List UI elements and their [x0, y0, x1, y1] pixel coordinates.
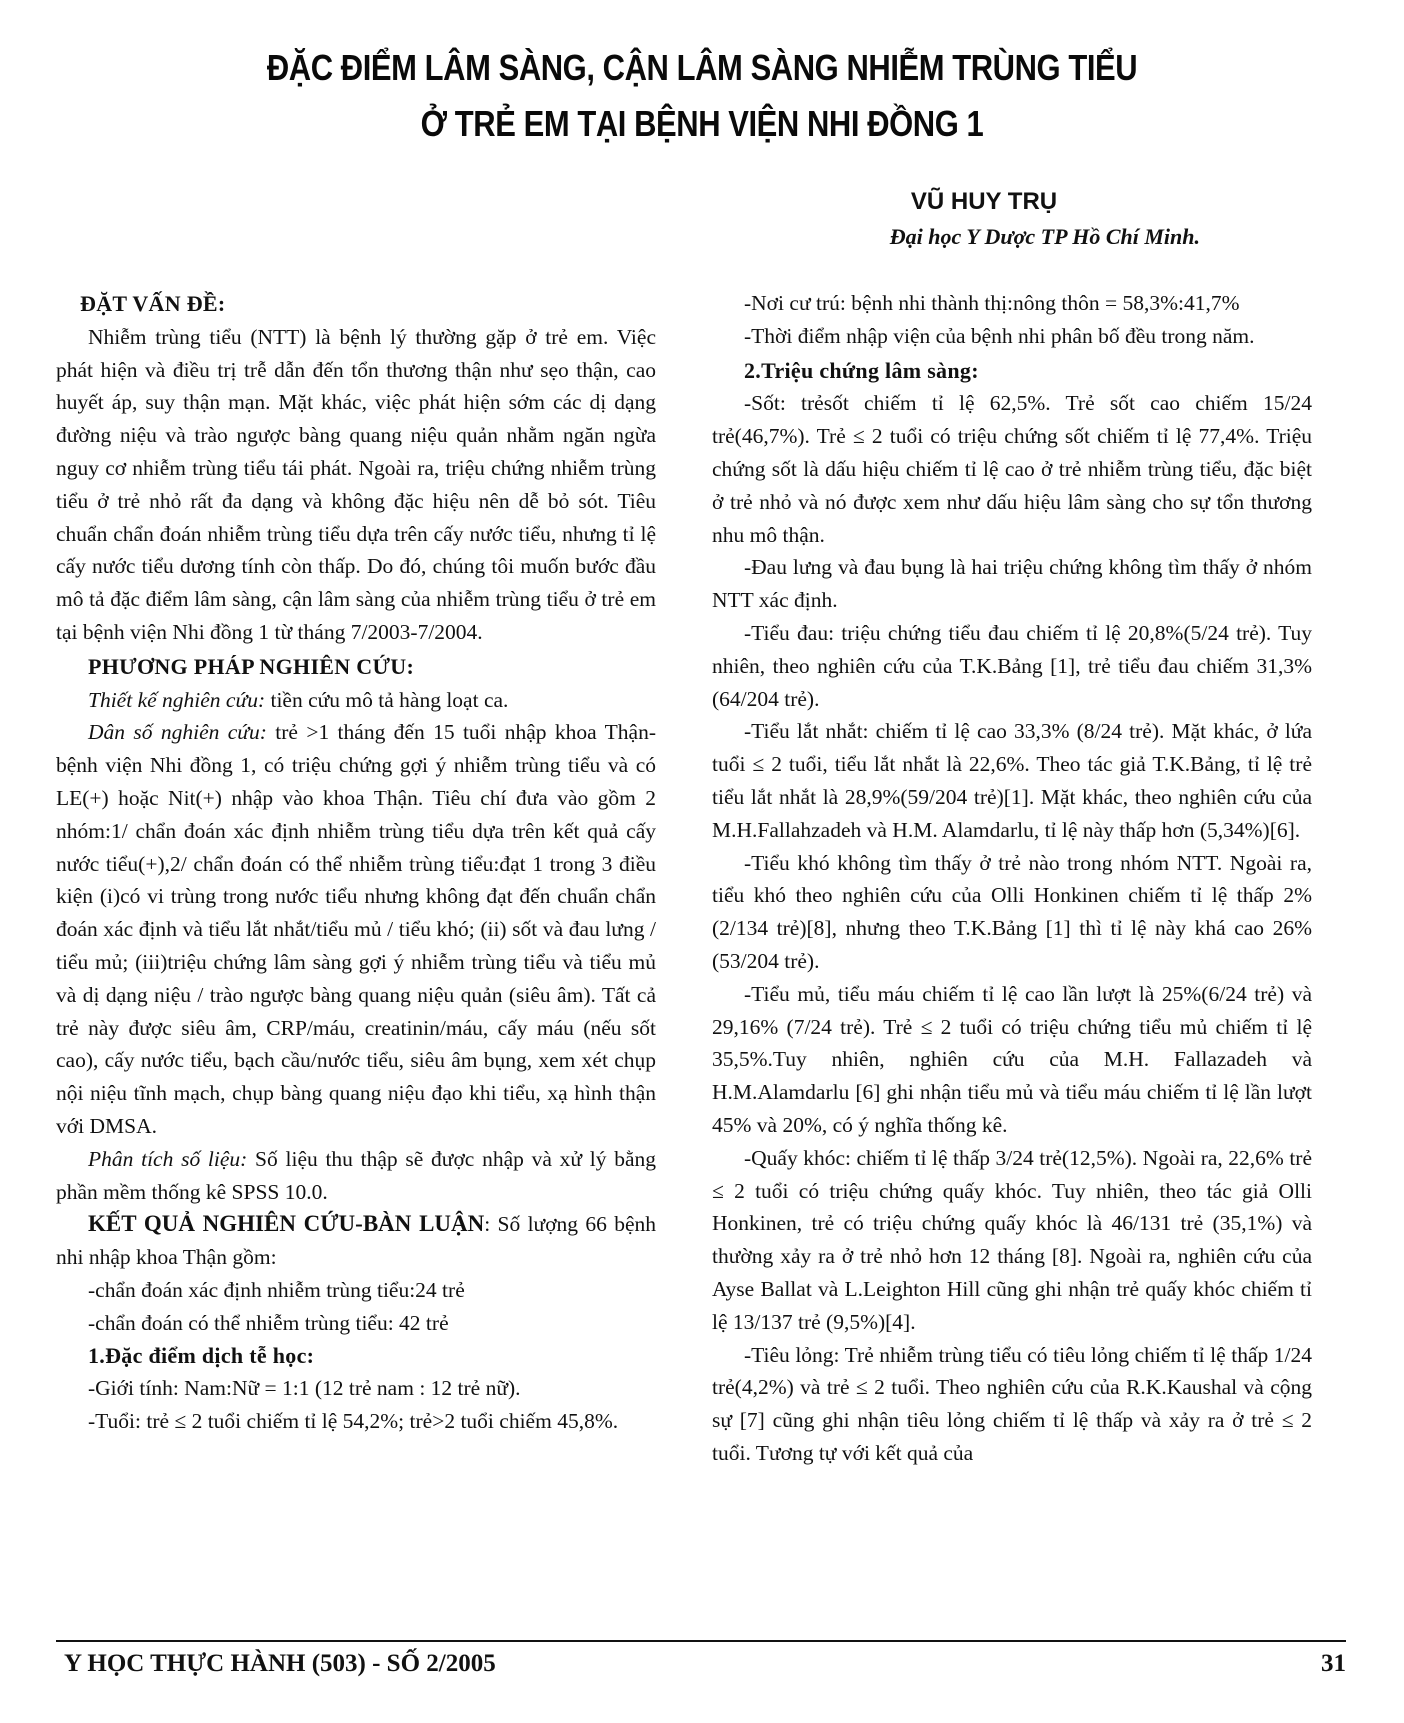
paragraph-tieu-long: -Tiêu lỏng: Trẻ nhiễm trùng tiểu có tiêu lỏng chiếm tỉ lệ thấp 1/24 trẻ(4,2%) và trẻ ≤ 2 tuổi. Theo nghiên cứu của R.K.Kaushal và cộng sự [7] cũng ghi nhận tiêu lỏng chiếm tỉ lệ thấp và xảy ra ở trẻ ≤ 2 tuổi. Tương tự với kết quả của [712, 1342, 1312, 1465]
paragraph-dau-lung: -Đau lưng và đau bụng là hai triệu chứng không tìm thấy ở nhóm NTT xác định. [712, 555, 1312, 613]
author-affiliation: Đại học Y Dược TP Hồ Chí Minh. [889, 224, 1200, 249]
title-line-2: Ở TRẺ EM TẠI BỆNH VIỆN NHI ĐỒNG 1 [420, 103, 984, 144]
label-thiet-ke: Thiết kế nghiên cứu: [88, 687, 266, 712]
paragraph-sot: -Sốt: trẻsốt chiếm tỉ lệ 62,5%. Trẻ sốt cao chiếm 15/24 trẻ(46,7%). Trẻ ≤ 2 tuổi có triệu chứng sốt chiếm tỉ lệ 77,4%. Triệu chứng sốt là dấu hiệu chiếm tỉ lệ cao ở trẻ nhiễm trùng tiểu, đặc biệt ở trẻ nhỏ và nó được xem như dấu hiệu lâm sàng cho sự tổn thương nhu mô thận. [712, 391, 1312, 547]
right-column [712, 287, 1312, 1470]
paragraph-ket-qua [56, 1208, 656, 1274]
heading-dich-te: 1.Đặc điểm dịch tễ học: [88, 1342, 315, 1368]
paragraph-intro: Nhiễm trùng tiểu (NTT) là bệnh lý thường gặp ở trẻ em. Việc phát hiện và điều trị trễ dẫn đến tổn thương thận như sẹo thận, cao huyết áp, suy thận mạn. Mặt khác, việc phát hiện sớm các dị dạng đường niệu và trào ngược bàng quang niệu quản nhằm ngăn ngừa nguy cơ nhiễm trùng tiểu tái phát. Ngoài ra, triệu chứng nhiễm trùng tiểu ở trẻ nhỏ rất đa dạng và không đặc hiệu nên dễ bỏ sót. Tiêu chuẩn chẩn đoán nhiễm trùng tiểu dựa trên cấy nước tiểu, nhưng tỉ lệ cấy nước tiểu dương tính còn thấp. Do đó, chúng tôi muốn bước đầu mô tả đặc điểm lâm sàng, cận lâm sàng của nhiễm trùng tiểu ở trẻ em tại bệnh viện Nhi đồng 1 từ tháng 7/2003-7/2004. [56, 324, 656, 644]
paragraph-phan-tich [56, 1143, 656, 1209]
article-title [201, 40, 1202, 152]
label-dan-so: Dân số nghiên cứu: [88, 720, 267, 745]
paragraph-tieu-dau: -Tiểu đau: triệu chứng tiểu đau chiếm tỉ lệ 20,8%(5/24 trẻ). Tuy nhiên, theo nghiên cứu của T.K.Bảng [1], trẻ tiểu đau chiếm 31,3% (64/204 trẻ). [712, 620, 1312, 711]
paragraph-tieu-mu: -Tiểu mủ, tiểu máu chiếm tỉ lệ cao lần lượt là 25%(6/24 trẻ) và 29,16% (7/24 trẻ). Trẻ ≤ 2 tuổi có triệu chứng tiểu mủ chiếm tỉ lệ 35,5%.Tuy nhiên, nghiên cứu của M.H. Fallazadeh và H.M.Alamdarlu [6] ghi nhận tiểu mủ và tiểu máu chiếm tỉ lệ lần lượt 45% và 20%, có ý nghĩa thống kê. [712, 981, 1312, 1137]
page-number: 31 [1321, 1650, 1346, 1677]
footer-rule [56, 1640, 1346, 1642]
heading-ket-qua: KẾT QUẢ NGHIÊN CỨU-BÀN LUẬN [88, 1211, 485, 1237]
paragraph-tieu-kho: -Tiểu khó không tìm thấy ở trẻ nào trong nhóm NTT. Ngoài ra, tiểu khó theo nghiên cứu của Olli Honkinen chiếm tỉ lệ thấp 2%(2/134 trẻ)[8], nhưng theo T.K.Bảng [1] thì tỉ lệ này khá cao 26%(53/204 trẻ). [712, 850, 1312, 973]
text-thiet-ke: tiền cứu mô tả hàng loạt ca. [265, 687, 509, 712]
journal-name: Y HỌC THỰC HÀNH (503) - SỐ 2/2005 [64, 1650, 496, 1677]
bullet-tuoi: -Tuổi: trẻ ≤ 2 tuổi chiếm tỉ lệ 54,2%; trẻ>2 tuổi chiếm 45,8%. [88, 1409, 619, 1434]
bullet-xac-dinh: -chẩn đoán xác định nhiễm trùng tiểu:24 trẻ [88, 1277, 465, 1302]
bullet-co-the: -chẩn đoán có thể nhiễm trùng tiểu: 42 trẻ [88, 1310, 449, 1335]
paragraph-dan-so [56, 716, 656, 1142]
bullet-gioi-tinh: -Giới tính: Nam:Nữ = 1:1 (12 trẻ nam : 12 trẻ nữ). [88, 1376, 521, 1401]
paragraph-tieu-lat-nhat: -Tiểu lắt nhắt: chiếm tỉ lệ cao 33,3% (8/24 trẻ). Mặt khác, ở lứa tuổi ≤ 2 tuổi, tiểu lắt nhắt là 22,6%. Theo tác giả T.K.Bảng, tỉ lệ trẻ tiểu lắt nhắt là 28,9%(59/204 trẻ)[1]. Mặt khác, theo nghiên cứu của M.H.Fallahzadeh và H.M. Alamdarlu, tỉ lệ này thấp hơn (5,34%)[6]. [712, 719, 1312, 842]
heading-dat-van-de: ĐẶT VẤN ĐỀ: [80, 291, 226, 316]
title-line-1: ĐẶC ĐIỂM LÂM SÀNG, CẬN LÂM SÀNG NHIỄM TRÙNG TIỂU [266, 47, 1138, 88]
paragraph-quay-khoc: -Quấy khóc: chiếm tỉ lệ thấp 3/24 trẻ(12,5%). Ngoài ra, 22,6% trẻ ≤ 2 tuổi có triệu chứng quấy khóc. Tuy nhiên, theo tác giả Olli Honkinen, trẻ có triệu chứng quấy khóc là 46/131 trẻ (35,1%) và thường xảy ra ở trẻ nhỏ hơn 12 tháng [8]. Ngoài ra, nghiên cứu của Ayse Ballat và L.Leighton Hill cũng ghi nhận trẻ quấy khóc chiếm tỉ lệ 13/137 trẻ (9,5%)[4]. [712, 1145, 1312, 1334]
bullet-noi-cu-tru: -Nơi cư trú: bệnh nhi thành thị:nông thôn = 58,3%:41,7% [744, 291, 1240, 315]
left-column [56, 288, 656, 1438]
text-dan-so: trẻ >1 tháng đến 15 tuổi nhập khoa Thận-bệnh viện Nhi đồng 1, có triệu chứng gợi ý nhiễm trùng tiểu và có LE(+) hoặc Nit(+) nhập vào khoa Thận. Tiêu chí đưa vào gồm 2 nhóm:1/ chẩn đoán xác định nhiễm trùng tiểu dựa trên kết quả cấy nước tiểu(+),2/ chẩn đoán có thể nhiễm trùng tiểu:đạt 1 trong 3 điều kiện (i)có vi trùng trong nước tiểu nhưng không đạt đến chuẩn chẩn đoán xác định và tiểu lắt nhắt/tiểu mủ / tiểu khó; (ii) sốt và đau lưng / tiểu mủ; (iii)triệu chứng lâm sàng gợi ý nhiễm trùng tiểu và tiểu mủ và dị dạng niệu / trào ngược bàng quang niệu quản (siêu âm). Tất cả trẻ này được siêu âm, CRP/máu, creatinin/máu, cấy máu (nếu sốt cao), cấy nước tiểu, bạch cầu/nước tiểu, siêu âm bụng, xem xét chụp nội niệu tĩnh mạch, chụp bàng quang niệu đạo khi tiểu, xạ hình thận với DMSA. [56, 720, 656, 1138]
paragraph-thiet-ke [56, 684, 656, 717]
author-name: VŨ HUY TRỤ [910, 188, 1058, 215]
heading-phuong-phap: PHƯƠNG PHÁP NGHIÊN CỨU: [88, 653, 415, 679]
text-ket-qua: : Số lượng 66 bệnh nhi nhập khoa Thận gồm: [56, 1212, 656, 1270]
label-phan-tich: Phân tích số liệu: [88, 1146, 248, 1171]
bullet-thoi-diem: -Thời điểm nhập viện của bệnh nhi phân bố đều trong năm. [744, 323, 1255, 348]
text-phan-tich: Số liệu thu thập sẽ được nhập và xử lý bằng phần mềm thống kê SPSS 10.0. [56, 1146, 656, 1204]
heading-trieu-chung: 2.Triệu chứng lâm sàng: [744, 357, 979, 383]
